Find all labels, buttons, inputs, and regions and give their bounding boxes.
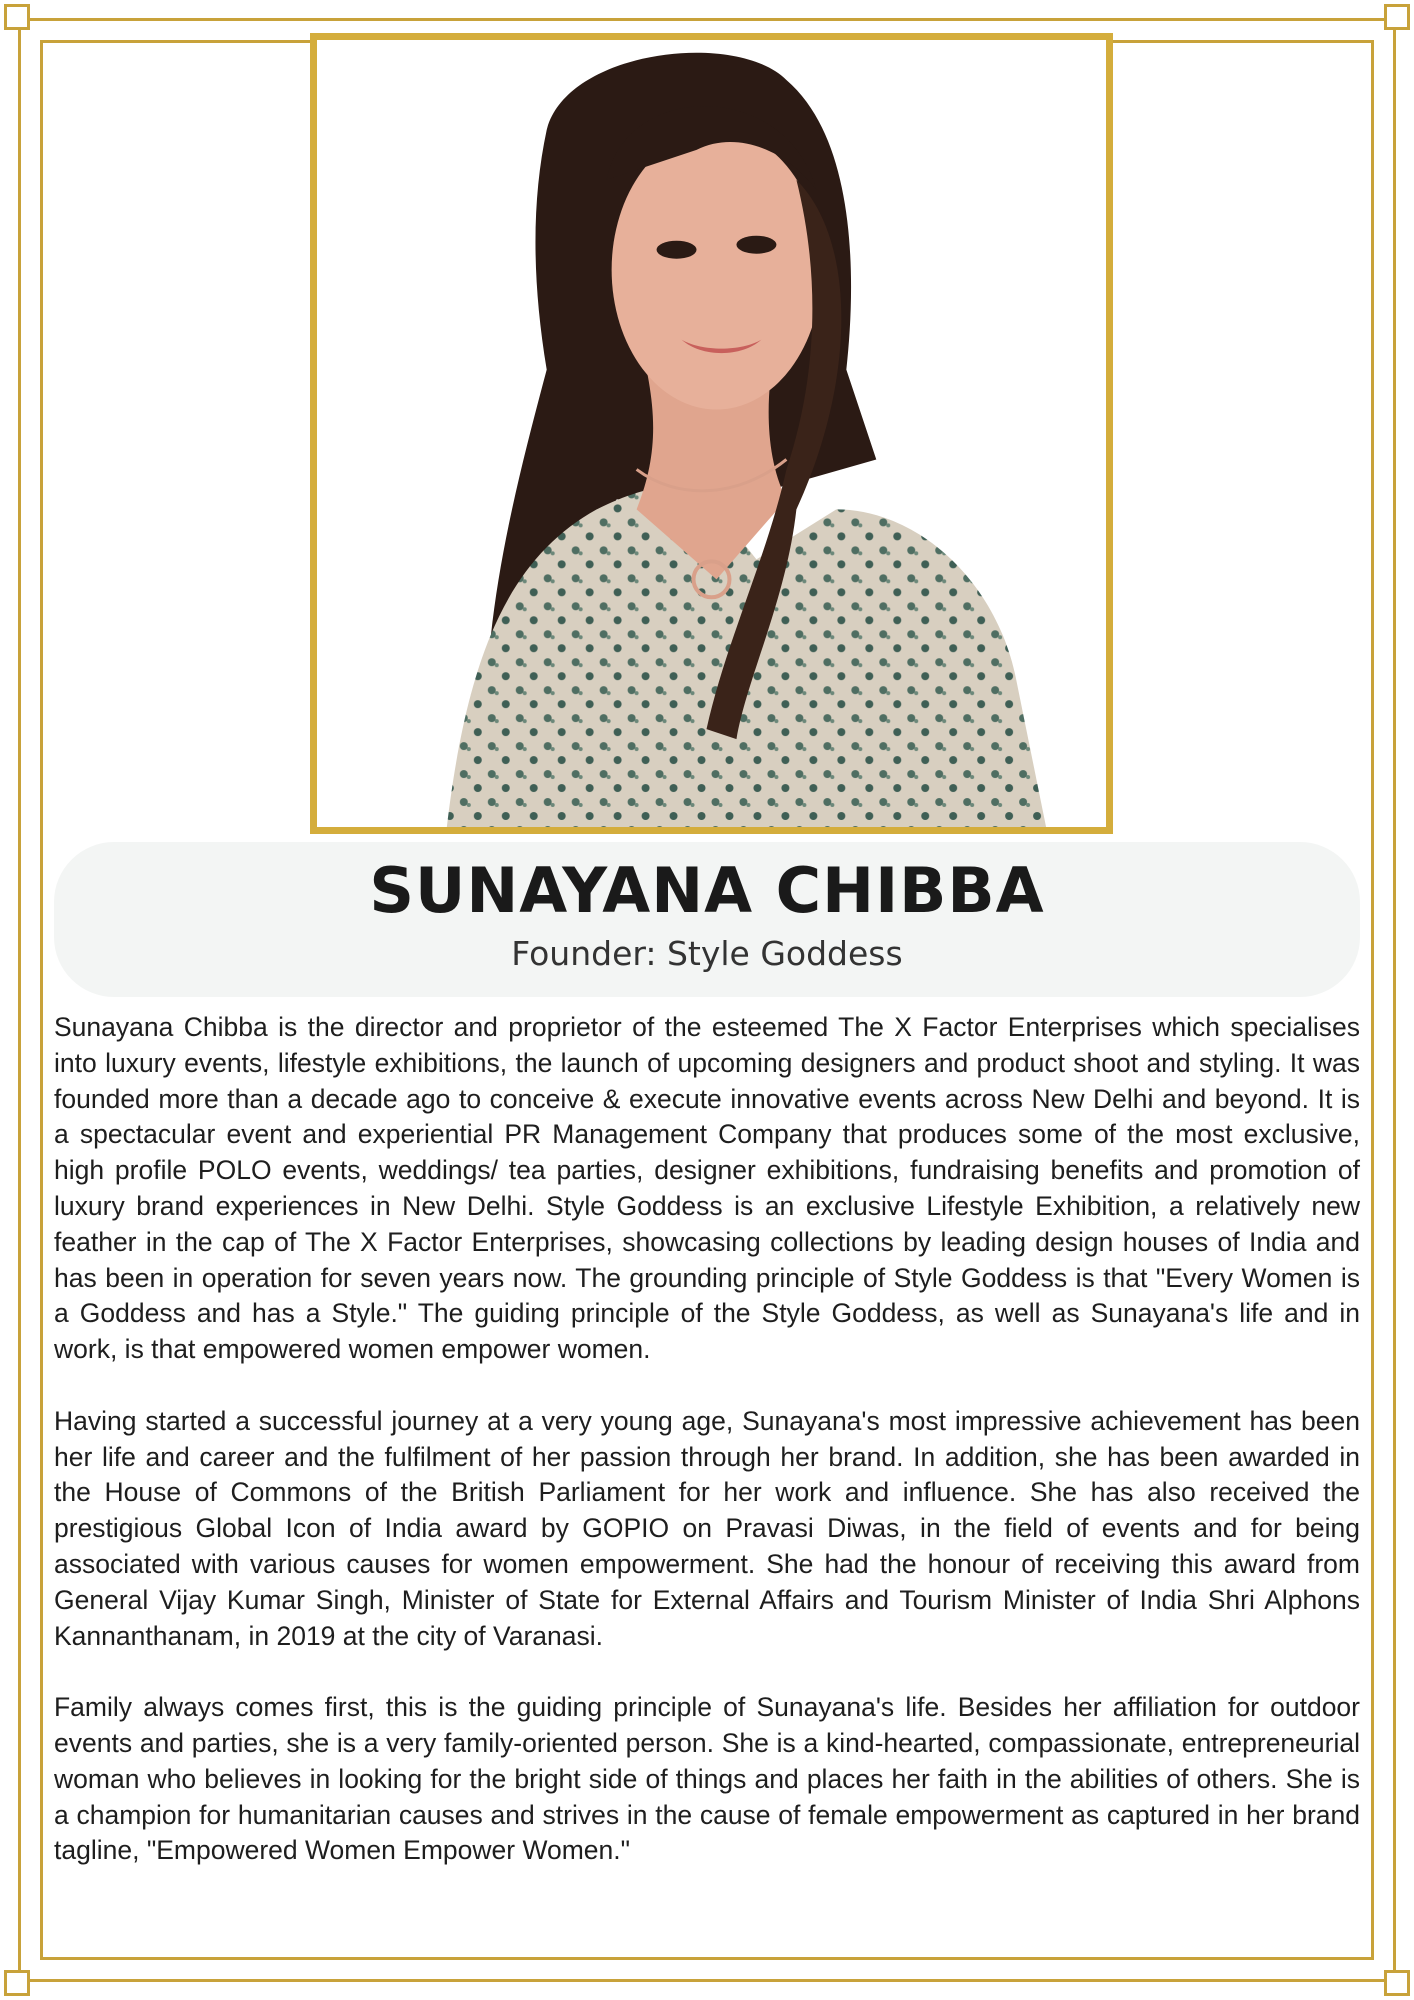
portrait-photo [310,33,1113,834]
person-role: Founder: Style Goddess [511,933,903,973]
biography [54,1010,1360,1869]
corner-ornament [4,1970,30,1996]
corner-ornament [4,4,30,30]
bio-paragraph: Having started a successful journey at a very young age, Sunayana's most impressive achievement has been her life and career and the fulfilment of her passion through her brand. In addition, she has been awarded in the House of Commons of the British Parliament for her work and influence. She has also received the prestigious Global Icon of India award by GOPIO on Pravasi Diwas, in the field of events and for being associated with various causes for women empowerment. She had the honour of receiving this award from General Vijay Kumar Singh, Minister of State for External Affairs and Tourism Minister of India Shri Alphons Kannanthanam, in 2019 at the city of Varanasi. [54,1405,1360,1651]
corner-ornament [1384,4,1410,30]
portrait-illustration [317,40,1106,827]
bio-paragraph: Sunayana Chibba is the director and proprietor of the esteemed The X Factor Enterprises which specialises into luxury events, lifestyle exhibitions, the launch of upcoming designers and product shoot and styling. It was founded more than a decade ago to conceive & execute innovative events across New Delhi and beyond. It is a spectacular event and experiential PR Management Company that produces some of the most exclusive, high profile POLO events, weddings/ tea parties, designer exhibitions, fundraising benefits and promotion of luxury brand experiences in New Delhi. Style Goddess is an exclusive Lifestyle Exhibition, a relatively new feather in the cap of The X Factor Enterprises, showcasing collections by leading design houses of India and has been in operation for seven years now. The grounding principle of Style Goddess is that "Every Women is a Goddess and has a Style." The guiding principle of the Style Goddess, as well as Sunayana's life and in work, is that empowered women empower women. [54,1012,1360,1365]
person-name: SUNAYANA CHIBBA [369,854,1045,927]
bio-paragraph: Family always comes first, this is the guiding principle of Sunayana's life. Besides her affiliation for outdoor events and parties, she is a very family-oriented person. She is a kind-hearted, compassionate, entrepreneurial woman who believes in looking for the bright side of things and places her faith in the abilities of others. She is a champion for humanitarian causes and strives in the cause of female empowerment as captured in her brand tagline, "Empowered Women Empower Women." [54,1692,1360,1866]
name-banner [54,842,1360,997]
corner-ornament [1384,1970,1410,1996]
